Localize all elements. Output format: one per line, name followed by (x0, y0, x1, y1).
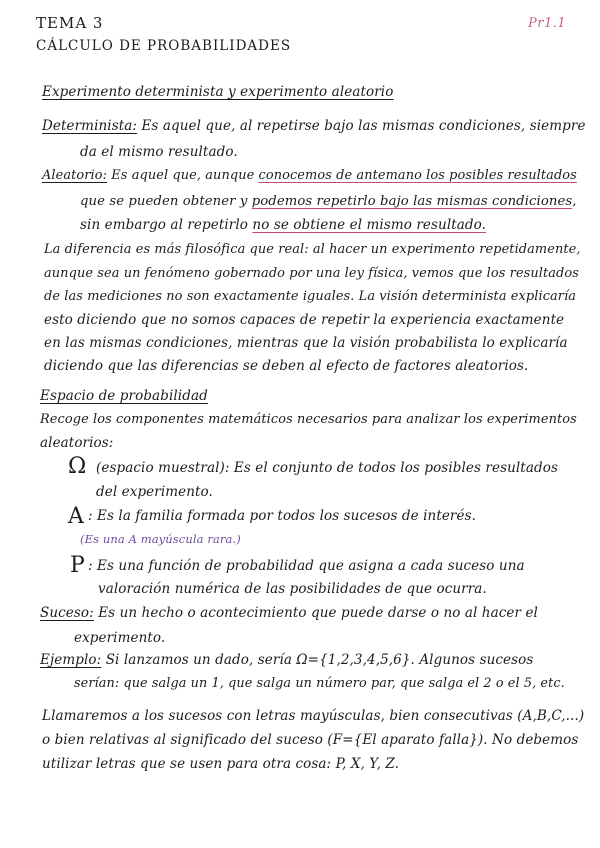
def-determinista-line1: Determinista: Es aquel que, al repetirse bajo las mismas condiciones, siempre (42, 118, 586, 134)
def-suceso-line1: Suceso: Es un hecho o acontecimiento que puede darse o no al hacer el (40, 605, 538, 621)
highlight-different-result: no se obtiene el mismo resultado. (252, 217, 487, 233)
term-determinista: Determinista: (42, 118, 138, 134)
p-symbol: P (70, 553, 85, 578)
omega-line2: del experimento. (96, 484, 213, 500)
paragraph-line: en las mismas condiciones, mientras que la visión probabilista lo explicaría (44, 335, 568, 351)
def-suceso-line2: experimento. (74, 630, 166, 646)
a-note: (Es una A mayúscula rara.) (80, 532, 241, 546)
paragraph-line: esto diciendo que no somos capaces de repetir la experiencia exactamente (44, 312, 565, 328)
intro-line1: Recoge los componentes matemáticos necesarios para analizar los experimentos (40, 412, 577, 427)
final-line: utilizar letras que se usen para otra cosa: P, X, Y, Z. (42, 756, 400, 772)
term-suceso: Suceso: (40, 605, 94, 621)
example-line1: Ejemplo: Si lanzamos un dado, sería Ω={1,2,3,4,5,6}. Algunos sucesos (40, 652, 534, 668)
topic-title: TEMA 3 (36, 14, 104, 32)
paragraph-line: La diferencia es más filosófica que real: al hacer un experimento repetidamente, (44, 242, 581, 257)
paragraph-line: de las mediciones no son exactamente iguales. La visión determinista explicaría (44, 289, 577, 304)
a-symbol: A (68, 504, 84, 529)
section-heading-probability-space: Espacio de probabilidad (40, 388, 208, 404)
topic-subtitle: CÁLCULO DE PROBABILIDADES (36, 38, 292, 54)
final-line: Llamaremos a los sucesos con letras mayúsculas, bien consecutivas (A,B,C,...) (42, 708, 585, 724)
highlight-same-conditions: podemos repetirlo bajo las mismas condiciones (251, 194, 573, 209)
omega-symbol: Ω (68, 454, 87, 479)
paragraph-line: aunque sea un fenómeno gobernado por una ley física, vemos que los resultados (44, 266, 579, 281)
final-line: o bien relativas al significado del suceso (F={El aparato falla}). No debemos (42, 732, 579, 748)
omega-line1: (espacio muestral): Es el conjunto de todos los posibles resultados (96, 460, 558, 476)
example-line2: serían: que salga un 1, que salga un número par, que salga el 2 o el 5, etc. (74, 676, 565, 691)
p-line1: : Es una función de probabilidad que asigna a cada suceso una (88, 558, 525, 574)
term-ejemplo: Ejemplo: (40, 652, 102, 668)
a-line1: : Es la familia formada por todos los sucesos de interés. (88, 508, 476, 524)
def-aleatorio-line2: que se pueden obtener y podemos repetirlo bajo las mismas condiciones, (80, 194, 577, 209)
def-determinista-line2: da el mismo resultado. (80, 144, 238, 160)
p-line2: valoración numérica de las posibilidades de que ocurra. (98, 581, 487, 597)
intro-line2: aleatorios: (40, 435, 114, 451)
term-aleatorio: Aleatorio: (42, 168, 108, 183)
def-aleatorio-line1: Aleatorio: Es aquel que, aunque conocemos de antemano los posibles resultados (42, 168, 577, 183)
paragraph-line: diciendo que las diferencias se deben al efecto de factores aleatorios. (44, 358, 529, 374)
page-number: Pr1.1 (528, 16, 567, 31)
section-heading-experiment: Experimento determinista y experimento aleatorio (42, 84, 394, 100)
def-aleatorio-line3: sin embargo al repetirlo no se obtiene el mismo resultado. (80, 217, 487, 233)
highlight-known-outcomes: conocemos de antemano los posibles resultados (258, 168, 577, 183)
